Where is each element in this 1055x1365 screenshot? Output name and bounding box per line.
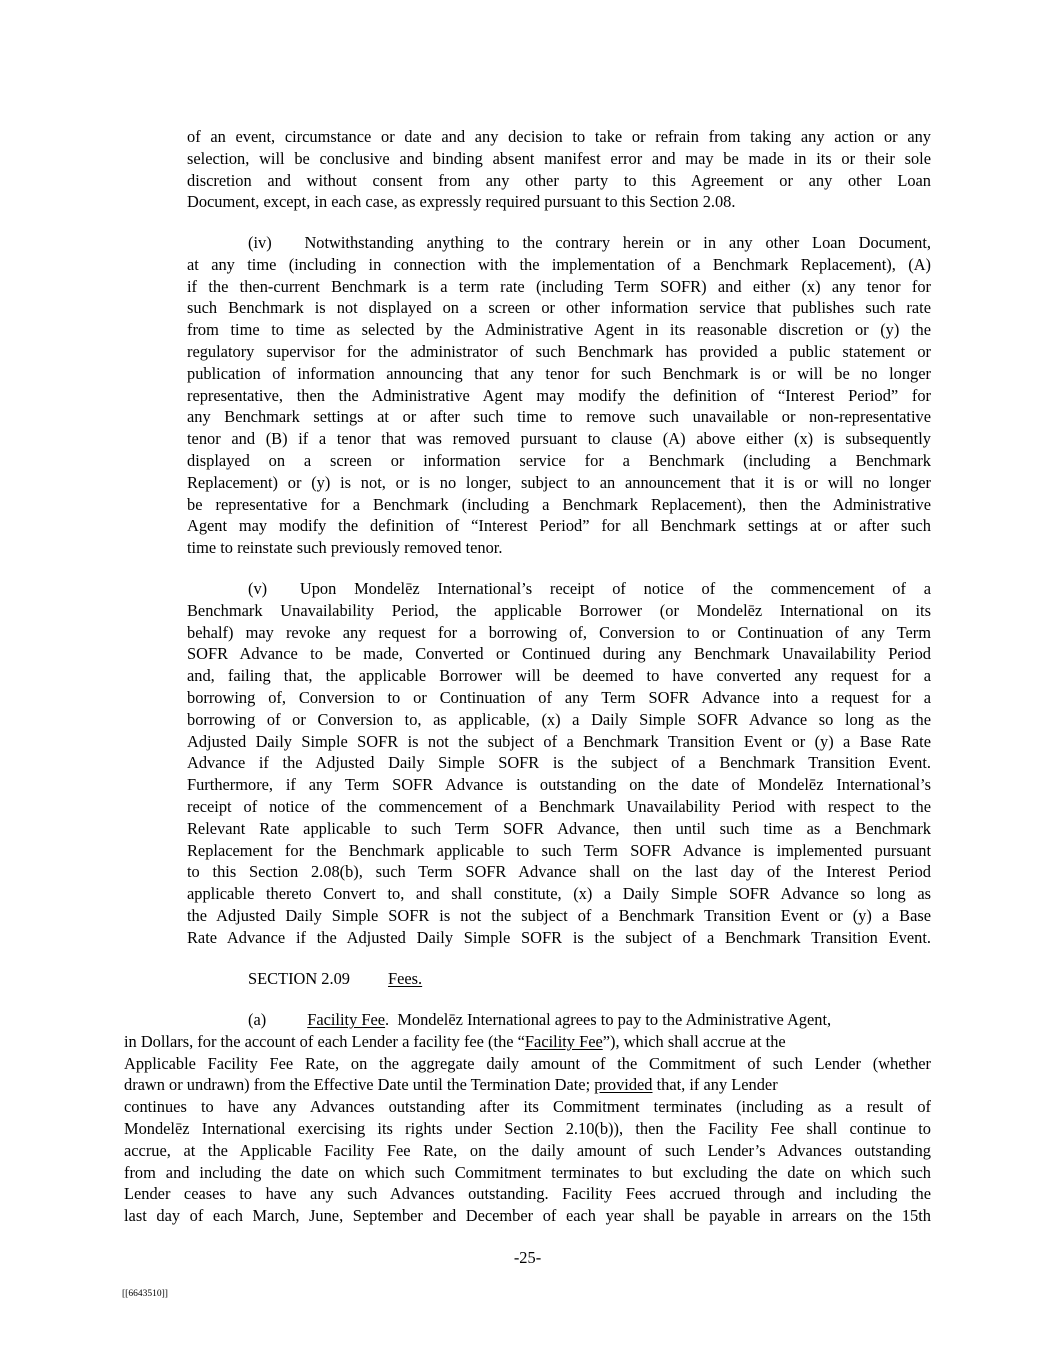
text-line: from and including the date on which such Commitment terminates to but excluding the date on which such: [124, 1162, 931, 1182]
text-line: behalf) may revoke any request for a borrowing of, Conversion to or Continuation of any Term: [187, 622, 931, 642]
proviso-term: provided: [594, 1075, 653, 1095]
text-line: Applicable Facility Fee Rate, on the aggregate daily amount of the Commitment of such Lender (whether: [124, 1053, 931, 1073]
text-line: receipt of notice of the commencement of a Benchmark Unavailability Period with respect to the: [187, 797, 931, 816]
clause-label: (a): [248, 1010, 267, 1029]
text-line: the Adjusted Daily Simple SOFR is not the subject of a Benchmark Transition Event or (y) a Base: [187, 906, 931, 925]
text-line: (v) Upon Mondelēz International’s receipt of notice of the commencement of a: [248, 579, 931, 598]
text-line: Relevant Rate applicable to such Term SOFR Advance, then until such time as a Benchmark: [187, 818, 931, 838]
page-number: -25-: [513, 1248, 542, 1267]
text-line: Mondelēz International exercising its rights under Section 2.10(b)), then the Facility Fee shall continue to: [124, 1119, 931, 1138]
text-line: to this Section 2.08(b), such Term SOFR Advance shall on the last day of the Interest Period: [187, 862, 931, 882]
section-heading: [248, 968, 422, 990]
text-line: time to reinstate such previously removed tenor.: [187, 538, 503, 558]
text-line: Replacement) or (y) is not, or is no longer, subject to an announcement that it is or will no longer: [187, 472, 931, 492]
section-title: Fees.: [388, 969, 423, 988]
text-line: representative, then the Administrative Agent may modify the definition of “Interest Period” for: [187, 385, 931, 405]
text-fragment: that, if any Lender: [652, 1075, 778, 1095]
section-number: SECTION 2.09: [248, 969, 350, 988]
text-fragment: in Dollars, for the account of each Lender a facility fee (the “: [124, 1031, 525, 1051]
text-line: any Benchmark settings at or after such time to remove such unavailable or non-representative: [187, 407, 931, 427]
text-line: borrowing of or Conversion to, as applicable, (x) a Daily Simple SOFR Advance so long as the: [187, 709, 931, 729]
text-line: accrue, at the Applicable Facility Fee Rate, on the daily amount of such Lender’s Advances outstanding: [124, 1140, 931, 1160]
text-line: displayed on a screen or information service for a Benchmark (including a Benchmark: [187, 451, 931, 470]
text-line: (iv) Notwithstanding anything to the contrary herein or in any other Loan Document,: [248, 233, 931, 252]
text-fragment: ”), which shall accrue at the: [602, 1031, 786, 1051]
text-line: Benchmark Unavailability Period, the applicable Borrower (or Mondelēz International on its: [187, 600, 931, 620]
text-line: discretion and without consent from any other party to this Agreement or any other Loan: [187, 170, 931, 190]
text-line: of an event, circumstance or date and any decision to take or refrain from taking any action or any: [187, 127, 931, 146]
text-line: Adjusted Daily Simple SOFR is not the subject of a Benchmark Transition Event or (y) a Base Rate: [187, 731, 931, 751]
text-line: selection, will be conclusive and binding absent manifest error and may be made in its or their sole: [187, 148, 931, 168]
text-line: applicable thereto Convert to, and shall constitute, (x) a Daily Simple SOFR Advance so long as: [187, 884, 931, 904]
text-line: [124, 1074, 931, 1096]
text-line: Advance if the Adjusted Daily Simple SOFR is the subject of a Benchmark Transition Event.: [187, 753, 931, 773]
text-line: if the then-current Benchmark is a term rate (including Term SOFR) and either (x) any tenor for: [187, 276, 931, 296]
text-line: Agent may modify the definition of “Interest Period” for all Benchmark settings at or after such: [187, 516, 931, 536]
text-line: at any time (including in connection with the implementation of a Benchmark Replacement), (A): [187, 254, 931, 274]
text-line: publication of information announcing that any tenor for such Benchmark is or will be no longer: [187, 363, 931, 383]
text-line: Document, except, in each case, as expressly required pursuant to this Section 2.08.: [187, 192, 736, 212]
text-line: from time to time as selected by the Administrative Agent in its reasonable discretion or (y) the: [187, 320, 931, 340]
text-line: [248, 1009, 931, 1031]
text-line: and, failing that, the applicable Borrower will be deemed to have converted any request for a: [187, 666, 931, 686]
text-fragment: drawn or undrawn) from the Effective Date until the Termination Date;: [124, 1075, 595, 1095]
text-line: [124, 1031, 931, 1053]
document-id-footer: [[6643510]]: [122, 1289, 168, 1299]
text-line: last day of each March, June, September and December of each year shall be payable in arrears on the 15th: [124, 1206, 931, 1226]
text-line: such Benchmark is not displayed on a screen or other information service that publishes such rate: [187, 298, 931, 318]
text-line: SOFR Advance to be made, Converted or Continued during any Benchmark Unavailability Period: [187, 644, 931, 664]
text-line: continues to have any Advances outstanding after its Commitment terminates (including as a result of: [124, 1097, 931, 1117]
text-line: Lender ceases to have any such Advances outstanding. Facility Fees accrued through and including the: [124, 1184, 931, 1204]
text-line: Rate Advance if the Adjusted Daily Simple SOFR is the subject of a Benchmark Transition Event.: [187, 927, 931, 947]
text-line: borrowing of, Conversion to or Continuation of any Term SOFR Advance into a request for a: [187, 688, 931, 707]
text-line: Replacement for the Benchmark applicable to such Term SOFR Advance is implemented pursuant: [187, 840, 931, 860]
defined-term: Facility Fee: [524, 1031, 603, 1051]
text-line: regulatory supervisor for the administrator of such Benchmark has provided a public statement or: [187, 342, 931, 361]
text-line: be representative for a Benchmark (including a Benchmark Replacement), then the Administrative: [187, 494, 931, 514]
text-line: tenor and (B) if a tenor that was removed pursuant to clause (A) above either (x) is subsequently: [187, 429, 931, 449]
facility-fee-heading: Facility Fee: [307, 1010, 386, 1029]
text-fragment: . Mondelēz International agrees to pay to the Administrative Agent,: [385, 1010, 832, 1029]
text-line: Furthermore, if any Term SOFR Advance is outstanding on the date of Mondelēz International’s: [187, 775, 931, 795]
